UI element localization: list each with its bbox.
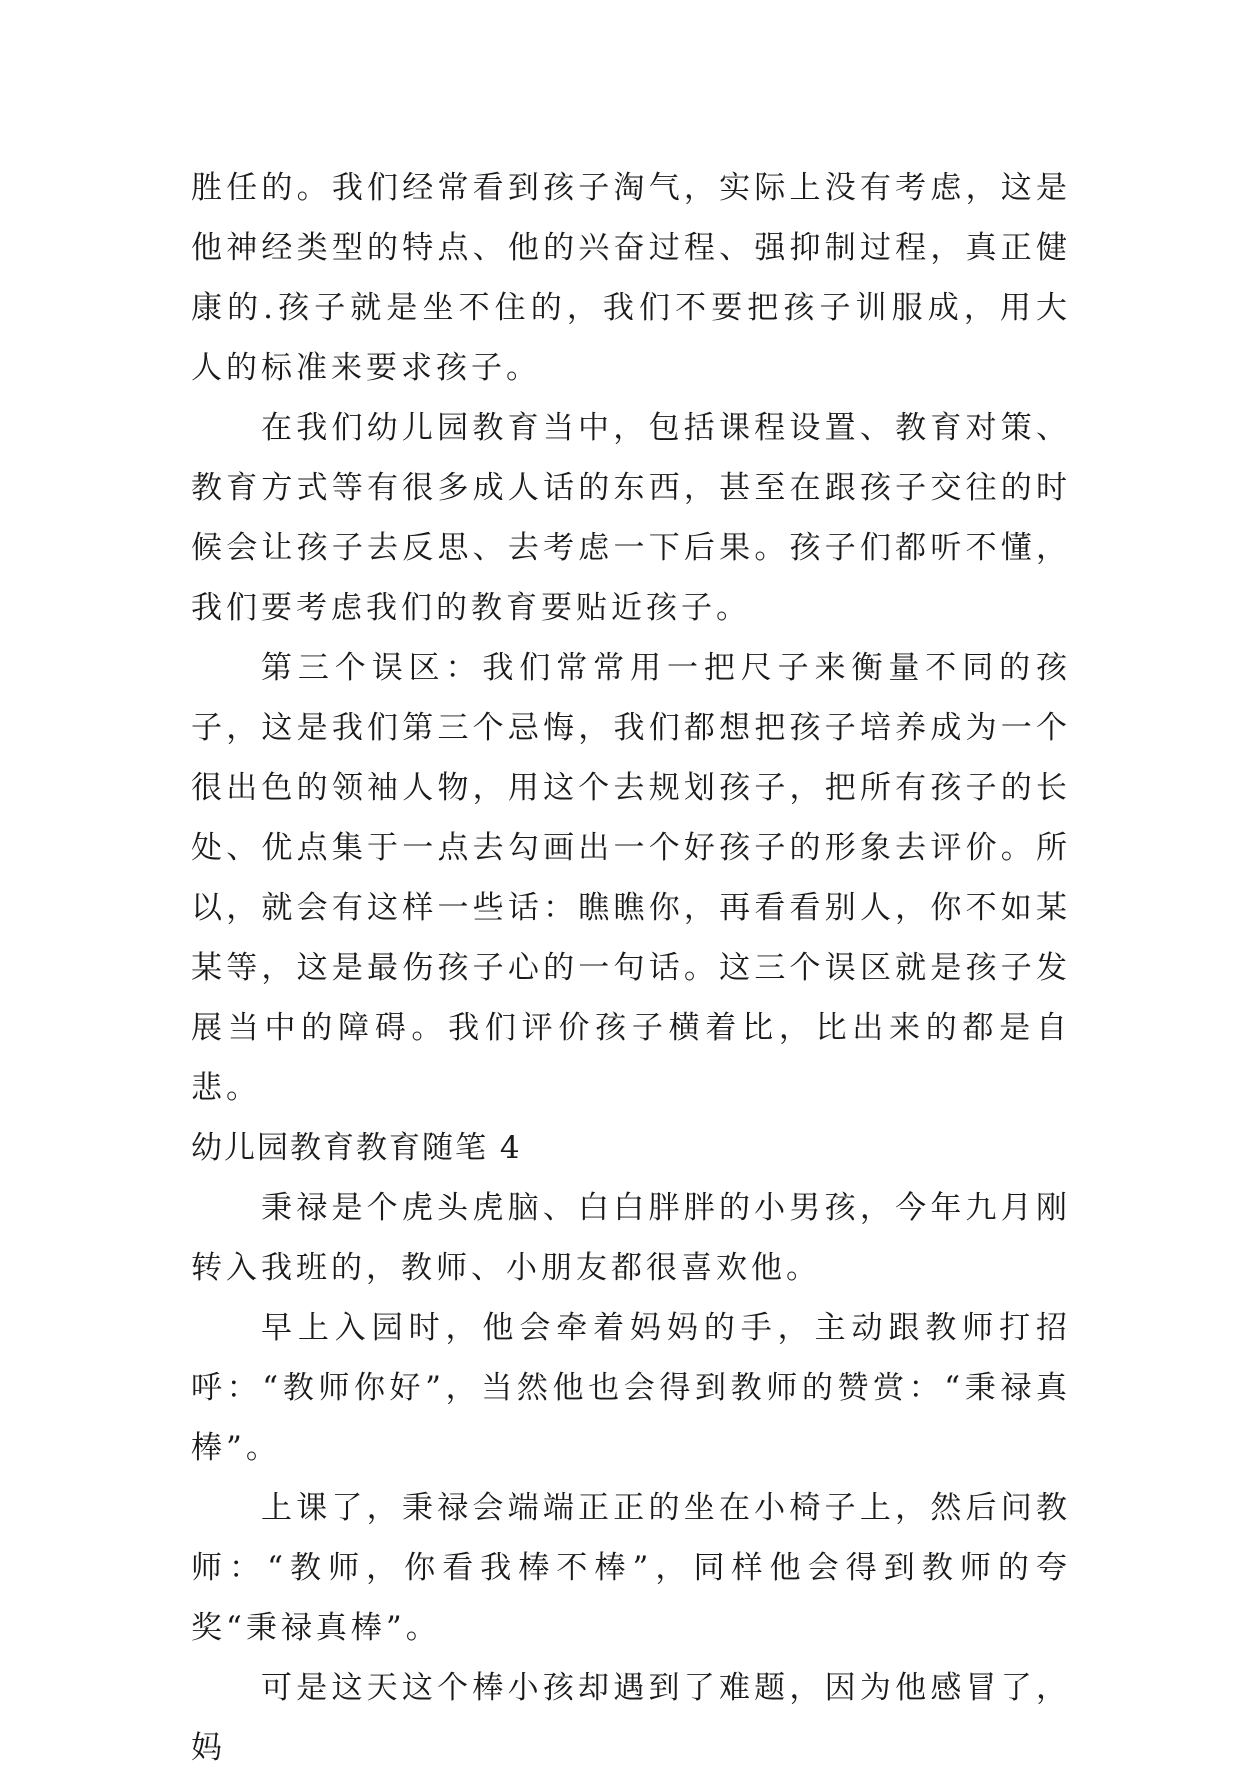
paragraph-continuation: 胜任的。我们经常看到孩子淘气，实际上没有考虑，这是他神经类型的特点、他的兴奋过程、强抑制过程，真正健康的.孩子就是坐不住的，我们不要把孩子训服成，用大人的标准来要求孩子。 [191, 170, 1071, 386]
paragraph-morning-arrival: 早上入园时，他会牵着妈妈的手，主动跟教师打招呼：“教师你好”，当然他也会得到教师的赞赏：“秉禄真棒”。 [191, 1310, 1071, 1466]
section-heading: 幼儿园教育教育随笔 4 [191, 1130, 522, 1166]
paragraph-education-adult-language: 在我们幼儿园教育当中，包括课程设置、教育对策、教育方式等有很多成人话的东西，甚至在跟孩子交往的时候会让孩子去反思、去考虑一下后果。孩子们都听不懂，我们要考虑我们的教育要贴近孩子。 [191, 410, 1071, 626]
paragraph-class-time: 上课了，秉禄会端端正正的坐在小椅子上，然后问教师：“教师，你看我棒不棒”，同样他会得到教师的夸奖“秉禄真棒”。 [191, 1490, 1071, 1646]
paragraph-binglu-intro: 秉禄是个虎头虎脑、白白胖胖的小男孩，今年九月刚转入我班的，教师、小朋友都很喜欢他。 [191, 1190, 1071, 1286]
paragraph-problem-day: 可是这天这个棒小孩却遇到了难题，因为他感冒了，妈 [191, 1670, 1071, 1766]
paragraph-third-misconception: 第三个误区：我们常常用一把尺子来衡量不同的孩子，这是我们第三个忌悔，我们都想把孩子培养成为一个很出色的领袖人物，用这个去规划孩子，把所有孩子的长处、优点集于一点去勾画出一个好孩子的形象去评价。所以，就会有这样一些话：瞧瞧你，再看看别人，你不如某某等，这是最伤孩子心的一句话。这三个误区就是孩子发展当中的障碍。我们评价孩子横着比，比出来的都是自悲。 [191, 650, 1071, 1106]
document-body [191, 158, 1071, 1778]
